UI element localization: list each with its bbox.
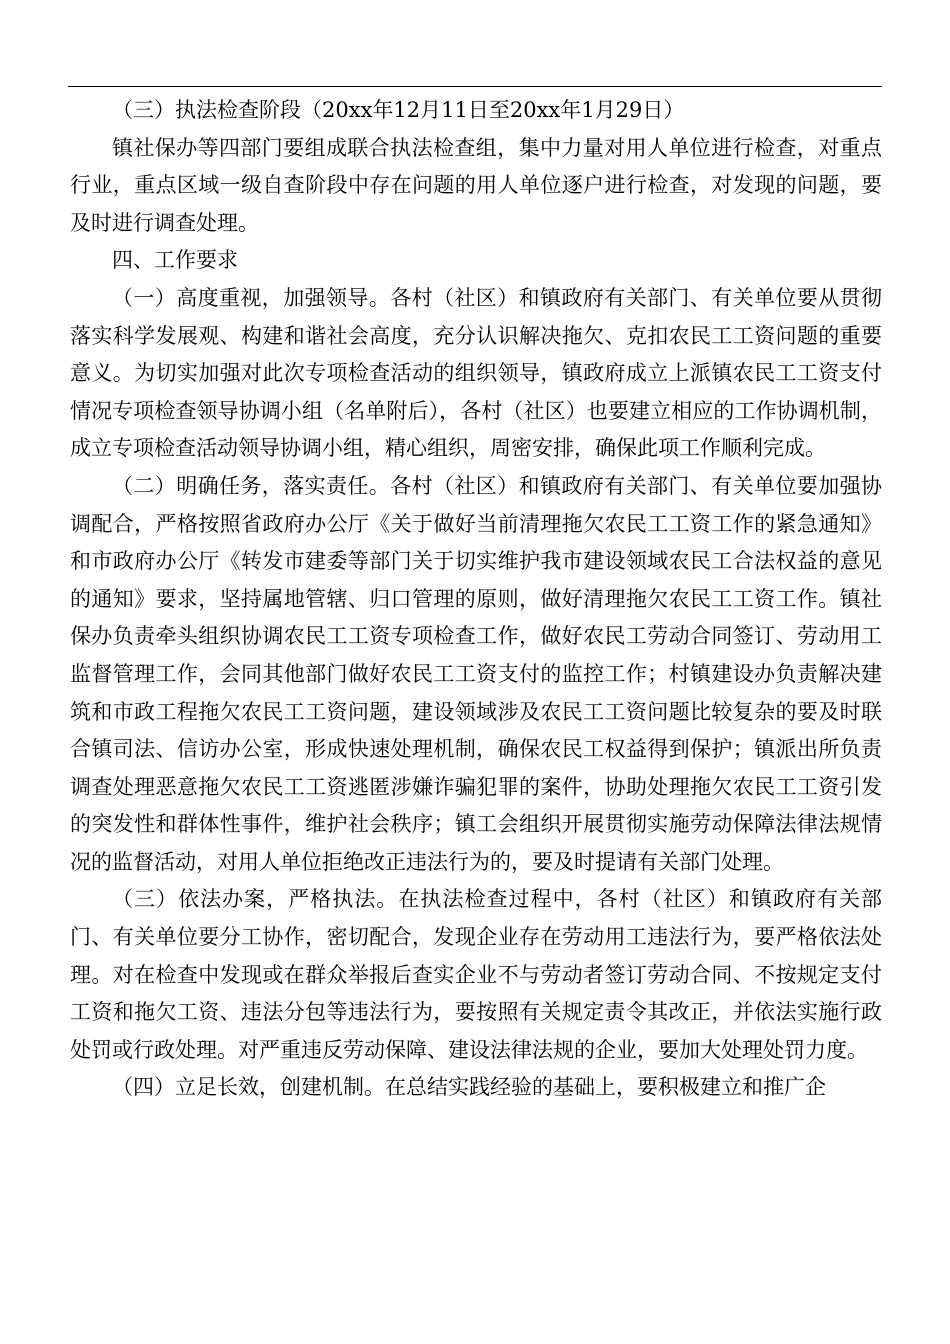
paragraph-requirement-3: （三）依法办案，严格执法。在执法检查过程中，各村（社区）和镇政府有关部门、有关单位要分工协作，密切配合，发现企业存在劳动用工违法行为，要严格依法处理。对在检查中发现或在群众举报后查实企业不与劳动者签订劳动合同、不按规定支付工资和拖欠工资、违法分包等违法行为，要按照有关规定责令其改正，并依法实施行政处罚或行政处理。对严重违反劳动保障、建设法律法规的企业，要加大处理处罚力度。 bbox=[70, 887, 882, 1062]
paragraph-enforcement-phase-heading: （三）执法检查阶段（20xx年12月11日至20xx年1月29日） bbox=[112, 98, 685, 122]
paragraph-requirement-1: （一）高度重视，加强领导。各村（社区）和镇政府有关部门、有关单位要从贯彻落实科学发展观、构建和谐社会高度，充分认识解决拖欠、克扣农民工工资问题的重要意义。为切实加强对此次专项检查活动的组织领导，镇政府成立上派镇农民工工资支付情况专项检查领导协调小组（名单附后），各村（社区）也要建立相应的工作协调机制，成立专项检查活动领导协调小组，精心组织，周密安排，确保此项工作顺利完成。 bbox=[70, 285, 882, 461]
paragraph-joint-inspection: 镇社保办等四部门要组成联合执法检查组，集中力量对用人单位进行检查，对重点行业，重点区域一级自查阶段中存在问题的用人单位逐户进行检查，对发现的问题，要及时进行调查处理。 bbox=[70, 135, 882, 235]
header-rule bbox=[68, 86, 882, 87]
document-body bbox=[70, 92, 882, 1107]
paragraph-requirement-4: （四）立足长效，创建机制。在总结实践经验的基础上，要积极建立和推广企 bbox=[112, 1075, 826, 1100]
paragraph-requirement-2: （二）明确任务，落实责任。各村（社区）和镇政府有关部门、有关单位要加强协调配合，严格按照省政府办公厅《关于做好当前清理拖欠农民工工资工作的紧急通知》和市政府办公厅《转发市建委等部门关于切实维护我市建设领域农民工合法权益的意见的通知》要求，坚持属地管辖、归口管理的原则，做好清理拖欠农民工工资工作。镇社保办负责牵头组织协调农民工工资专项检查工作，做好农民工劳动合同签订、劳动用工监督管理工作，会同其他部门做好农民工工资支付的监控工作；村镇建设办负责解决建筑和市政工程拖欠农民工工资问题，建设领域涉及农民工工资问题比较复杂的要及时联合镇司法、信访办公室，形成快速处理机制，确保农民工权益得到保护；镇派出所负责调查处理恶意拖欠农民工工资逃匿涉嫌诈骗犯罪的案件，协助处理拖欠农民工工资引发的突发性和群体性事件，维护社会秩序；镇工会组织开展贯彻实施劳动保障法律法规情况的监督活动，对用人单位拒绝改正违法行为的，要及时提请有关部门处理。 bbox=[70, 473, 882, 874]
section-heading-work-requirements: 四、工作要求 bbox=[112, 248, 238, 273]
